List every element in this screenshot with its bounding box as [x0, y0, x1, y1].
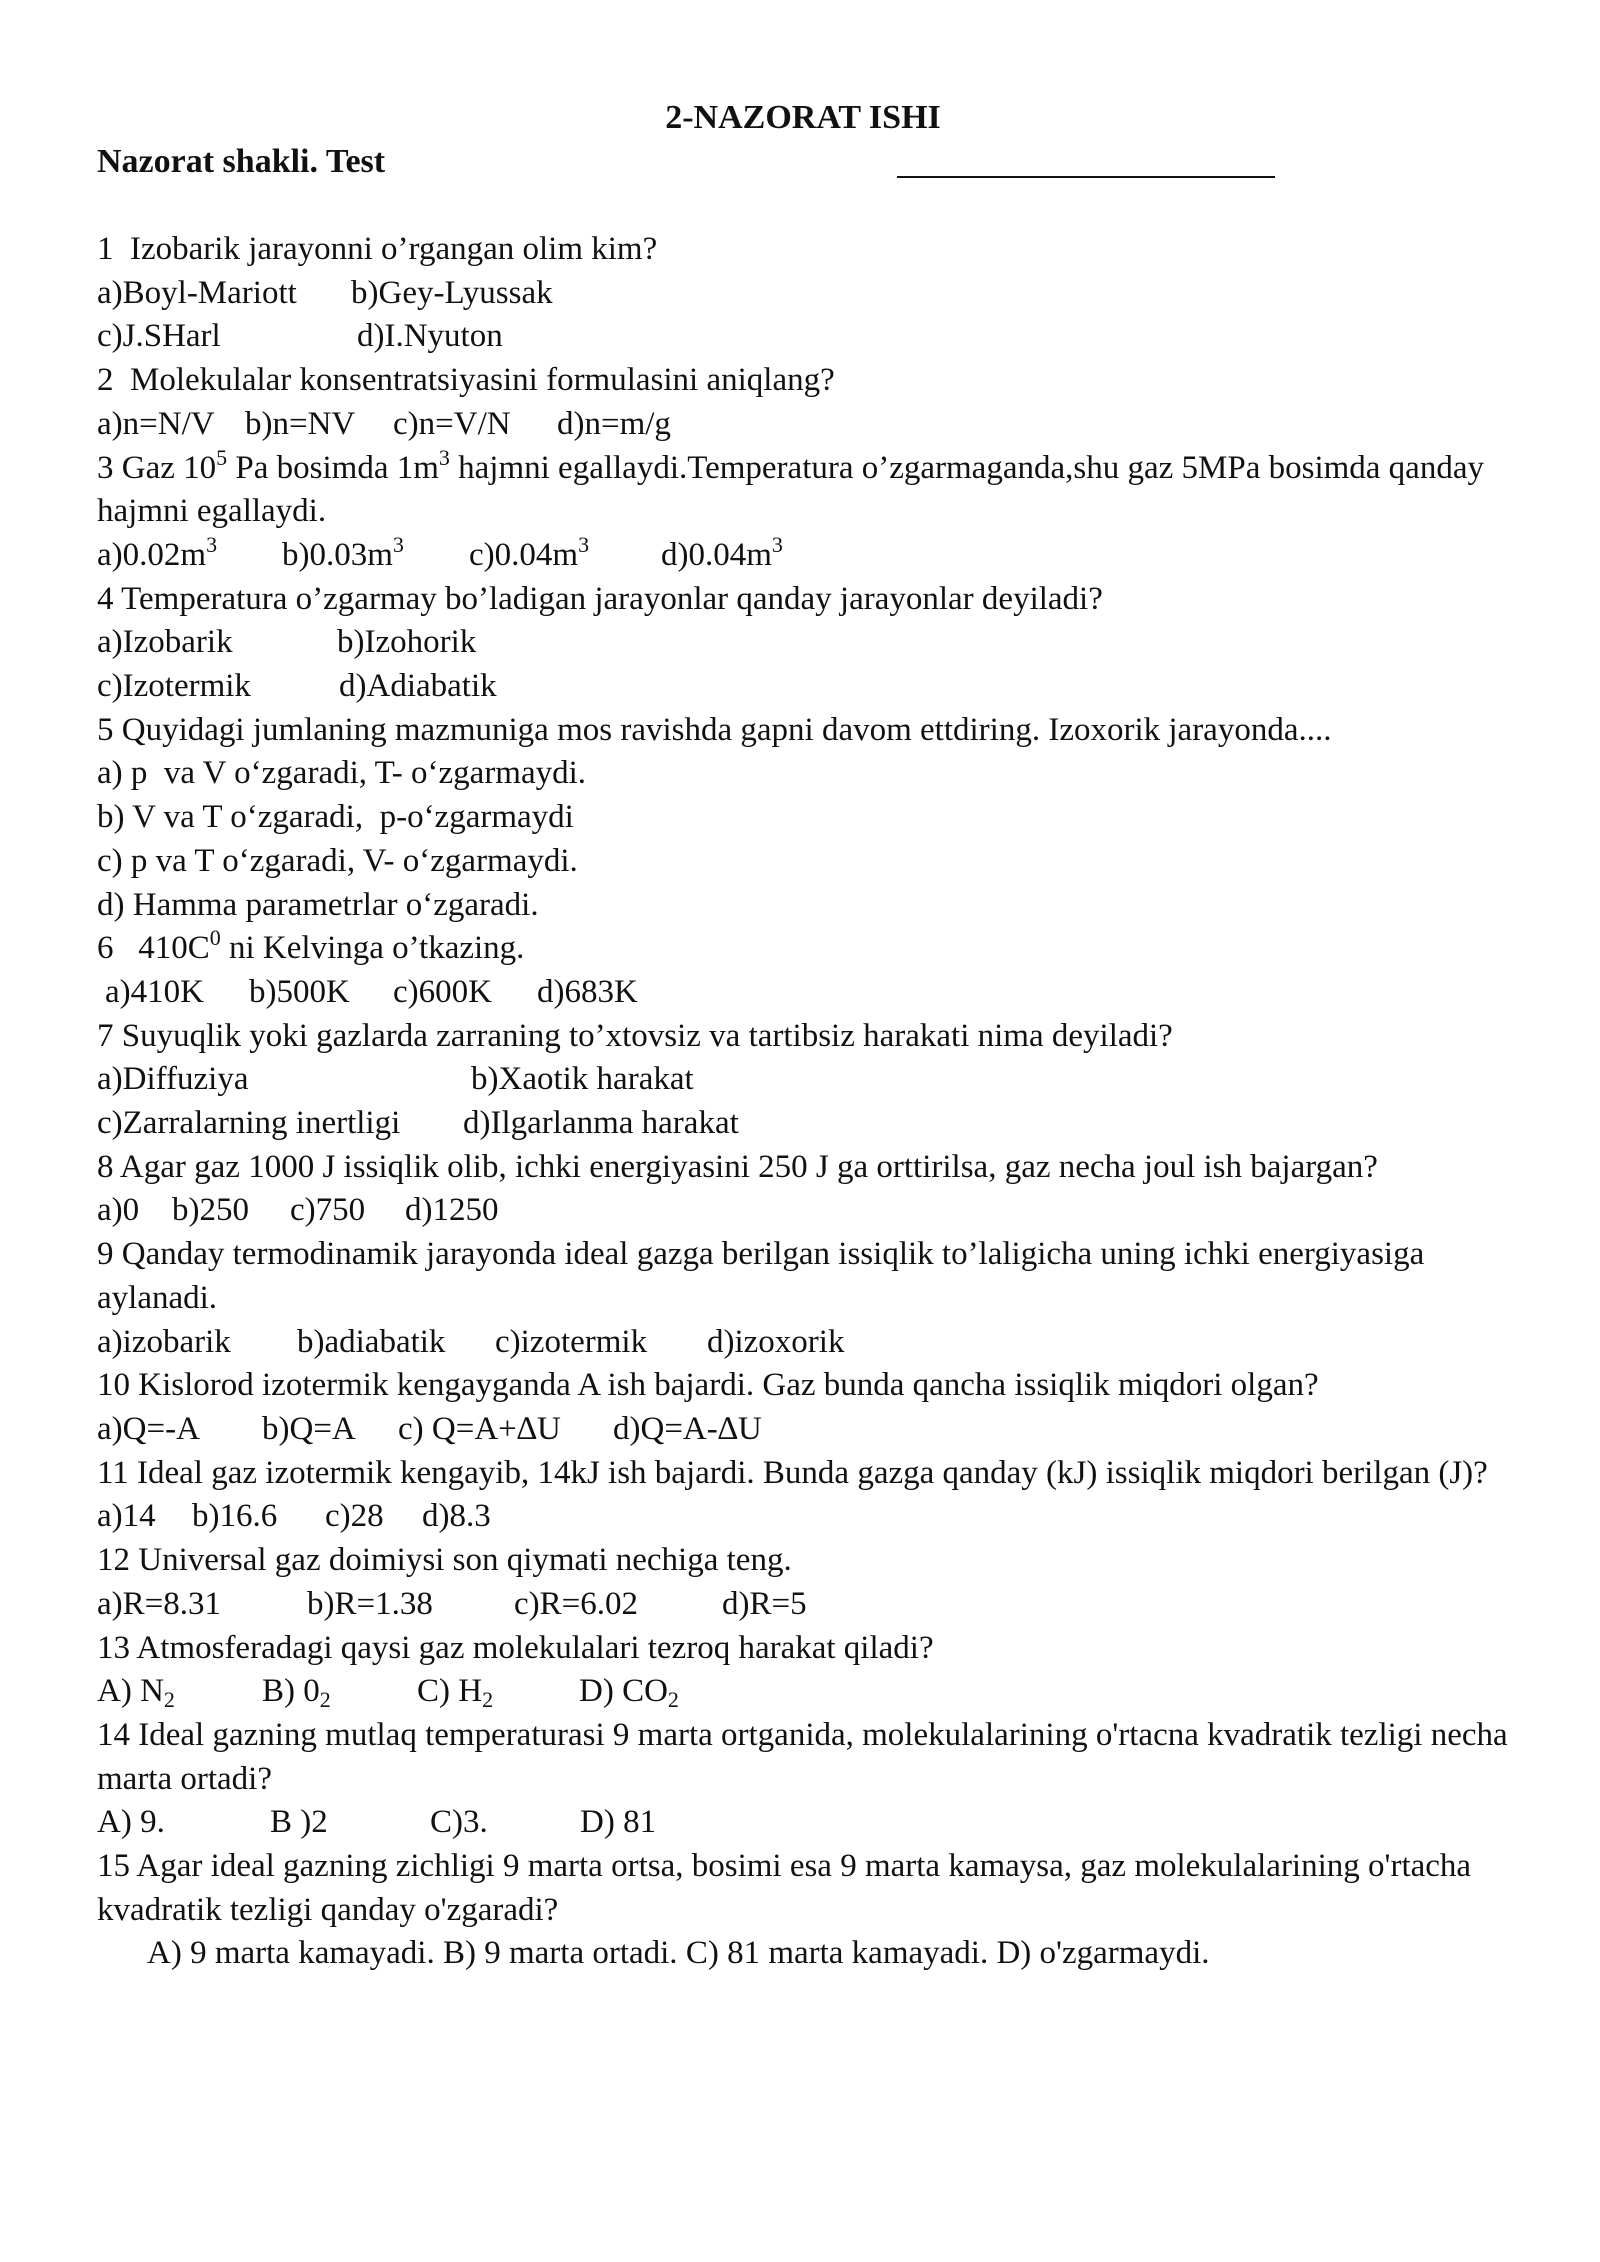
option-b: B) 9 marta ortadi. — [442, 1935, 678, 1972]
question-text: 9 Qanday termodinamik jarayonda ideal gazga berilgan issiqlik to’laligicha uning ichki energiyasiga aylanadi. — [97, 1236, 1425, 1316]
question-text: 3 Gaz $10^5$ Pa bosimda $1m^3$ hajmni egallaydi.Temperatura o’zgarmaganda,shu gaz 5MPa bosimda qanday hajmni egallaydi. — [97, 444, 1484, 530]
option-d: d)R=5 — [722, 1585, 807, 1622]
option-a: a)Boyl-Mariott — [97, 274, 297, 311]
question-11 — [97, 1452, 1517, 1539]
option-c: c) p va T o‘zgaradi, V- o‘zgarmaydi. — [97, 842, 578, 879]
option-d: $d)0.04m^3$ — [661, 531, 783, 573]
option-a: a)0 — [97, 1192, 140, 1229]
option-a: a)410K — [105, 973, 204, 1010]
option-row — [97, 1495, 1517, 1539]
option-row — [97, 315, 1517, 359]
option-d: d)8.3 — [422, 1498, 491, 1535]
option-row — [97, 1670, 1517, 1714]
question-13 — [97, 1627, 1517, 1714]
option-c: $c)0.04m^3$ — [469, 531, 590, 573]
option-c: c)n=V/N — [393, 405, 511, 442]
option-d: D) 81 — [580, 1804, 657, 1841]
question-text: 12 Universal gaz doimiysi son qiymati nechiga teng. — [97, 1542, 792, 1579]
question-list — [97, 228, 1517, 1976]
option-row — [97, 1408, 1517, 1452]
option-c: c)R=6.02 — [514, 1585, 639, 1622]
question-text: 1 Izobarik jarayonni o’rgangan olim kim? — [97, 231, 658, 267]
option-b: b) V va T o‘zgaradi, p-o‘zgarmaydi — [97, 799, 574, 836]
question-6 — [97, 927, 1517, 1014]
option-c: c)Zarralarning inertligi — [97, 1105, 401, 1142]
option-c: c)J.SHarl — [97, 318, 221, 355]
option-b: b)R=1.38 — [307, 1585, 433, 1622]
question-5 — [97, 709, 1517, 928]
question-7 — [97, 1015, 1517, 1146]
question-text: 13 Atmosferadagi qaysi gaz molekulalari tezroq harakat qiladi? — [97, 1629, 934, 1666]
question-text: 14 Ideal gazning mutlaq temperaturasi 9 marta ortganida, molekulalarining o'rtacna kvadratik tezligi necha marta ortadi? — [97, 1716, 1508, 1797]
option-c: C) $H_2$ — [417, 1673, 494, 1713]
option-b: b)n=NV — [245, 405, 356, 442]
option-row — [97, 272, 1517, 316]
option-c: c) Q=A+∆U — [398, 1410, 561, 1447]
option-row — [97, 971, 1517, 1015]
option-d: d)Ilgarlanma harakat — [463, 1105, 739, 1142]
question-text: 5 Quyidagi jumlaning mazmuniga mos ravishda gapni davom ettdiring. Izoxorik jarayonda.... — [97, 711, 1332, 748]
question-text: 6 $410C^0$ ni Kelvinga o’tkazing. — [97, 925, 525, 967]
question-9 — [97, 1233, 1517, 1364]
option-c: c)750 — [290, 1192, 366, 1229]
question-text: 8 Agar gaz 1000 J issiqlik olib, ichki energiyasini 250 J ga orttirilsa, gaz necha joul ish bajargan? — [97, 1148, 1378, 1185]
option-row — [97, 1321, 1517, 1365]
option-row — [97, 1102, 1517, 1146]
page-subtitle: Nazorat shakli. Test — [97, 143, 386, 180]
option-a: a)izobarik — [97, 1323, 231, 1360]
option-b: b)250 — [172, 1192, 249, 1229]
option-d: d)683K — [537, 973, 638, 1010]
signature-line — [897, 176, 1275, 178]
option-a: A) $N_2$ — [97, 1673, 175, 1713]
option-row — [97, 1189, 1517, 1233]
option-row — [97, 1058, 1517, 1102]
option-a: $a)0.02m^3$ — [97, 531, 218, 573]
option-d: d)Q=A-∆U — [613, 1410, 762, 1447]
option-d: d)1250 — [405, 1192, 499, 1229]
option-b: b)Izohorik — [337, 624, 477, 661]
option-d: D) $CO_2$ — [579, 1673, 679, 1713]
option-b: b)adiabatik — [297, 1323, 446, 1360]
option-c: c)izotermik — [495, 1323, 648, 1360]
option-c: c)28 — [325, 1498, 384, 1535]
option-d: d)Adiabatik — [339, 668, 497, 705]
option-d: D) o'zgarmaydi. — [996, 1935, 1210, 1972]
option-b: B )2 — [270, 1804, 328, 1841]
question-text: 7 Suyuqlik yoki gazlarda zarraning to’xtovsiz va tartibsiz harakati nima deyiladi? — [97, 1017, 1173, 1054]
question-4 — [97, 578, 1517, 709]
option-a: A) 9 marta kamayadi. — [147, 1935, 435, 1972]
question-1 — [97, 228, 1517, 359]
option-row — [97, 621, 1517, 665]
question-text: 11 Ideal gaz izotermik kengayib, 14kJ ish bajardi. Bunda gazga qanday (kJ) issiqlik miqdori berilgan (J)? — [97, 1454, 1488, 1491]
option-b: b)Gey-Lyussak — [351, 274, 553, 311]
question-text: 2 Molekulalar konsentratsiyasini formulasini aniqlang? — [97, 362, 835, 399]
question-10 — [97, 1364, 1517, 1451]
option-a: a) p va V o‘zgaradi, T- o‘zgarmaydi. — [97, 755, 587, 792]
option-row — [97, 1583, 1517, 1627]
option-a: a)Izobarik — [97, 624, 233, 661]
option-row — [97, 1801, 1517, 1845]
option-a: A) 9. — [97, 1804, 165, 1841]
option-b: b)500K — [249, 973, 350, 1010]
option-c: C) 81 marta kamayadi. — [685, 1935, 989, 1972]
question-text: 15 Agar ideal gazning zichligi 9 marta ortsa, bosimi esa 9 marta kamaysa, gaz molekulalarining o'rtacha kvadratik tezligi qanday o'zgaradi? — [97, 1848, 1472, 1928]
option-d: d) Hamma parametrlar o‘zgaradi. — [97, 886, 539, 923]
option-b: b)16.6 — [192, 1498, 278, 1535]
option-a: a)n=N/V — [97, 405, 215, 442]
question-14 — [97, 1714, 1517, 1845]
option-row — [97, 1932, 1517, 1976]
option-a: a)Diffuziya — [97, 1061, 249, 1098]
option-d: d)izoxorik — [707, 1323, 845, 1360]
question-3 — [97, 444, 1517, 578]
option-b: b)Xaotik harakat — [471, 1061, 694, 1098]
option-d: d)n=m/g — [557, 405, 671, 442]
option-a: a)14 — [97, 1498, 156, 1535]
question-15 — [97, 1845, 1517, 1976]
question-2 — [97, 359, 1517, 446]
option-c: C)3. — [430, 1804, 488, 1841]
question-text: 10 Kislorod izotermik kengayganda A ish bajardi. Gaz bunda qancha issiqlik miqdori olgan? — [97, 1367, 1319, 1404]
question-text: 4 Temperatura o’zgarmay bo’ladigan jarayonlar qanday jarayonlar deyiladi? — [97, 580, 1103, 617]
question-8 — [97, 1146, 1517, 1233]
option-row — [97, 403, 1517, 447]
option-row — [97, 531, 1517, 578]
option-a: a)Q=-A — [97, 1410, 200, 1447]
option-d: d)I.Nyuton — [357, 318, 503, 355]
page-title: 2-NAZORAT ISHI — [665, 99, 941, 136]
option-b: b)Q=A — [262, 1410, 356, 1447]
option-c: c)600K — [393, 973, 492, 1010]
question-12 — [97, 1539, 1517, 1626]
option-b: B) $0_2$ — [262, 1673, 331, 1713]
option-b: $b)0.03m^3$ — [282, 531, 404, 573]
option-c: c)Izotermik — [97, 668, 251, 705]
option-row — [97, 665, 1517, 709]
option-a: a)R=8.31 — [97, 1585, 222, 1622]
